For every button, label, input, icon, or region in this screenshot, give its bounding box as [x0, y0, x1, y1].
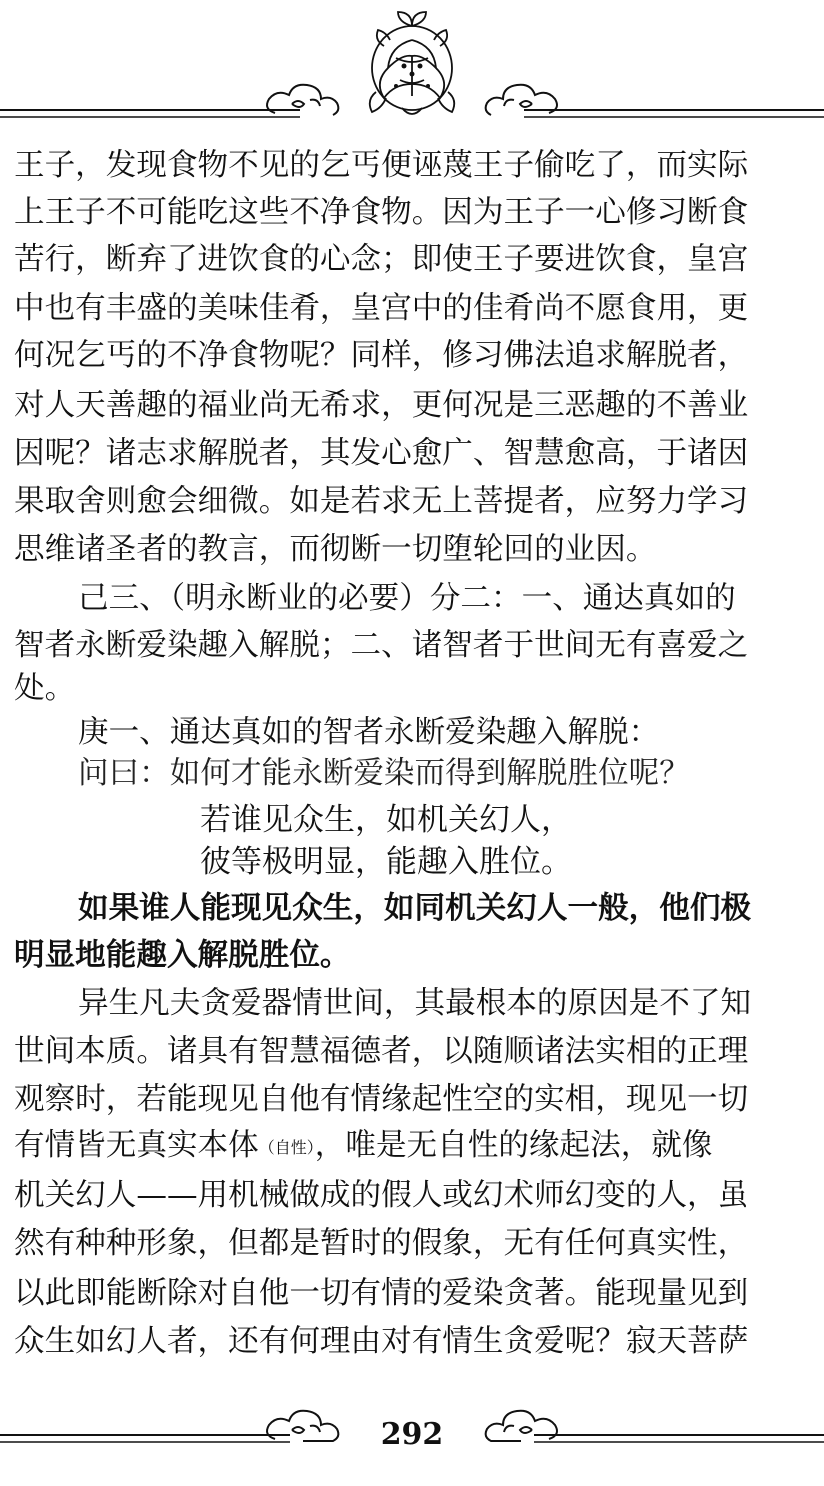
body-line: 对人天善趣的福业尚无希求，更何况是三恶趣的不善业 [14, 388, 749, 423]
commentary-line: 机关幻人——用机械做成的假人或幻术师幻变的人，虽 [14, 1178, 749, 1213]
section-heading: 处。 [14, 671, 76, 706]
body-line: 王子，发现食物不见的乞丐便诬蔑王子偷吃了，而实际 [14, 148, 749, 183]
commentary-line: 然有种种形象，但都是暂时的假象，无有任何真实性， [14, 1226, 749, 1261]
commentary-line [14, 1122, 810, 1170]
flower-cloud-ornament-icon [0, 0, 824, 135]
body-line: 上王子不可能吃这些不净食物。因为王子一心修习断食 [14, 195, 749, 230]
commentary-line: 以此即能断除对自他一切有情的爱染贪著。能现量见到 [14, 1276, 749, 1311]
inline-note: （自性） [258, 1138, 315, 1157]
body-line: 中也有丰盛的美味佳肴，皇宫中的佳肴尚不愿食用，更 [14, 291, 749, 326]
commentary-text: 有情皆无真实本体 [14, 1128, 259, 1163]
page-number: 292 [362, 1414, 462, 1456]
translation-line: 如果谁人能现见众生，如同机关幻人一般，他们极 [78, 890, 752, 926]
subsection-heading: 庚一、通达真如的智者永断爱染趣入解脱： [78, 715, 660, 750]
section-heading: 己三、（明永断业的必要）分二：一、通达真如的 [78, 581, 736, 616]
verse-line: 若谁见众生，如机关幻人， [200, 802, 572, 838]
question-line: 问曰：如何才能永断爱染而得到解脱胜位呢？ [78, 756, 690, 791]
body-line: 果取舍则愈会细微。如是若求无上菩提者，应努力学习 [14, 484, 749, 519]
body-line: 苦行，断弃了进饮食的心念；即使王子要进饮食，皇宫 [14, 242, 749, 277]
commentary-text: ，唯是无自性的缘起法，就像 [314, 1128, 713, 1163]
commentary-line: 世间本质。诸具有智慧福德者，以随顺诸法实相的正理 [14, 1034, 749, 1069]
translation-line: 明显地能趣入解脱胜位。 [14, 937, 351, 973]
body-line: 因呢？诸志求解脱者，其发心愈广、智慧愈高，于诸因 [14, 436, 749, 471]
commentary-line: 众生如幻人者，还有何理由对有情生贪爱呢？寂天菩萨 [14, 1324, 749, 1359]
commentary-line: 观察时，若能现见自他有情缘起性空的实相，现见一切 [14, 1082, 749, 1117]
commentary-line: 异生凡夫贪爱器情世间，其最根本的原因是不了知 [78, 986, 752, 1021]
body-line: 何况乞丐的不净食物呢？同样，修习佛法追求解脱者， [14, 338, 749, 373]
section-heading: 智者永断爱染趣入解脱；二、诸智者于世间无有喜爱之 [14, 628, 749, 663]
verse-line: 彼等极明显，能趣入胜位。 [200, 844, 572, 880]
body-line: 思维诸圣者的教言，而彻断一切堕轮回的业因。 [14, 532, 657, 567]
